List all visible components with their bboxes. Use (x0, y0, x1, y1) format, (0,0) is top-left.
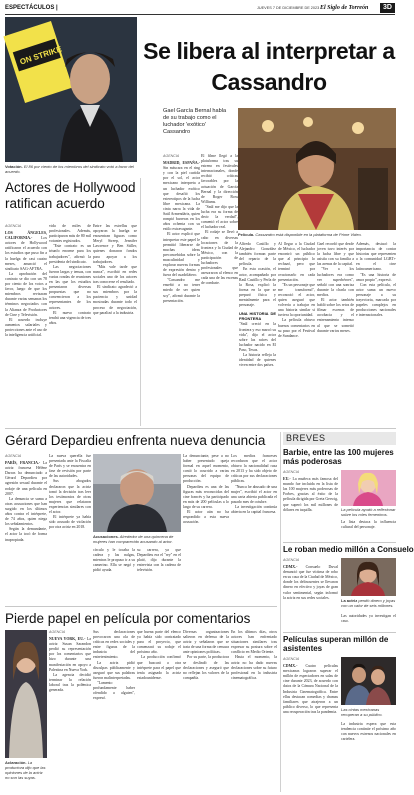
depardieu-caption-bold: Acusaciones. (93, 534, 119, 539)
actress-photo (5, 630, 47, 758)
actress-photo-illustration (5, 630, 47, 758)
brief2-dateline: CDMX.- (283, 565, 298, 570)
story1-headline: Se libera al interpretar a Cassandro (143, 38, 395, 95)
story3-column-5: La denunciante, pese a no haber presentado queja formal en aquel momento, contó lo ocurrido a varias personas del equipo de producción. Depardieu es una de las figuras más reconocidas del cine francés y ha participado en más de 200 películas a lo largo de su carrera. El actor aún no ha respondido a esta nueva acusación. (183, 454, 229, 525)
story4-column-5: En los últimos días, otros actores han enfrentado situaciones similares tras expresar su postura sobre el conflicto en Medio Oriente. Hasta el momento, la actriz no ha dado nuevas declaraciones sobre su futuro profesional en la industria cinematográfica. (231, 630, 277, 680)
gael-caption-text: El 86 por ciento de los miembros del sindicato votó a favor del acuerdo. (5, 164, 134, 174)
brief3-column-2: La industria espera que esta tendencia continúe el próximo año con nuevos estrenos nacionales en cartelera. (341, 722, 396, 742)
cassandro-caption-bold: Película. (238, 232, 255, 237)
actress-photo-caption (5, 760, 47, 792)
story3-column-3: círculo y le tocaba la cadera y las nalgas, mientras le propuso ir a su camerino. Ella se negó y pidió ayuda. (93, 548, 135, 573)
page-number: 3D (380, 3, 395, 13)
story4-headline: Pierde papel en película por comentarios (5, 611, 251, 626)
brief1-credit: AGENCIA (283, 470, 300, 474)
story2-dateline: LOS ÁNGELES, CALIFORNIA.- (5, 231, 47, 241)
brief1-headline: Barbie, entre las 100 mujeres más poderosas (283, 448, 394, 466)
brief3-dateline: CDMX.- (283, 664, 298, 669)
story1-column-4: Al llegar a la Ciudad de México, el luchador encontró un público que al principio lo rechazó, pero que terminó por ovacionarlo en cada presentación. "Es un personaje que me transformó", reconoció el actor, quien aseguró que volvería a trabajar en una historia similar si tuviera la oportunidad. La película obtuvo buenos comentarios en su paso por el Festival de Sundance. (278, 242, 315, 338)
cassandro-photo-caption (238, 232, 396, 239)
actress-caption-bold: Aclaración. (5, 760, 27, 765)
story1-credit: AGENCIA (163, 154, 180, 158)
story3-dateline: PARÍS, FRANCIA.- (5, 461, 41, 466)
cassandro-photo-illustration (238, 108, 396, 230)
story4-column-2: Sus declaraciones provocaron una ola de críticas en redes sociales y entre figuras de la industria del entretenimiento. La actriz pidió disculpas públicamente y aseguró que sus palabras fueron malinterpretadas. "Lamento profundamente haber ofendido a alguien", expresó. (93, 630, 135, 701)
brief1-column-2: La lista destaca la influencia cultural del personaje. (341, 520, 396, 530)
story1-column-3: Alfredo Castillo y Alejandro González también forman parte del reparto de la película. En esta ocasión, el actor, acompañado por Raúl Castillo y Perla de la Rosa, explicó la forma en la que se preparó física y mentalmente para el personaje. UNA HISTORIA DE FRONTERA "Saúl creció en la frontera y eso marcó su vida", dijo el actor sobre las raíces del luchador nacido en El Paso, Texas. La historia refleja la identidad de quienes viven entre dos países. (239, 242, 276, 368)
depardieu-photo-illustration (93, 454, 181, 532)
consuelo-caption-text: perdió dinero y joyas con un valor de seis millones. (341, 598, 396, 608)
story2-column-1: AGENCIA LOS ÁNGELES, CALIFORNIA.- Los actores de Hollywood ratificaron el acuerdo con los estudios que puso fin a la huelga de casi cuatro meses, anunció el sindicato SAG-AFTRA. La aprobación del contrato se dio con un 78 por ciento de los votos a favor, luego de que los miembros revisaran durante varias semanas los términos negociados con la Alianza de Productores de Cine y Televisión. El acuerdo incluye aumentos salariales y protecciones ante el uso de la inteligencia artificial. (5, 224, 47, 337)
brief2-column-1: AGENCIA CDMX.- Consuelo Duval denunció que fue víctima de robo en su casa de la Ciudad de México, donde los delincuentes se llevaron dinero en efectivo y joyas de gran valor sentimental, según informó la actriz en sus redes sociales. (283, 558, 338, 600)
story2-column-3: Entre las estrellas que apoyaron la huelga se encuentran figuras como Meryl Streep, Jennifer Lawrence y Ben Stiller, quienes donaron fondos para apoyar a los trabajadores. "Más vale tarde que nunca", escribió en redes sociales uno de los actores tras conocerse el resultado. El sindicato agradeció a sus miembros por la paciencia y unidad mostradas durante todo el proceso de negociación, que paralizó a la industria. (93, 224, 137, 315)
depardieu-caption-text: Alrededor de una quincena de mujeres han comparecido acusando al actor. (93, 534, 174, 544)
story4-credit: AGENCIA (49, 630, 66, 634)
gael-photo-caption (5, 164, 137, 176)
story3-column-4: su carrera, ya que Depardieu era el "rey" en el plató, dijo durante la entrevista con la cadena de televisión. (137, 548, 181, 573)
brief2-column-2: Las autoridades ya investigan el caso. (341, 614, 396, 624)
strike-sign-text: ON STRIKE (18, 44, 63, 67)
gael-caption-bold: Votación. (5, 164, 23, 169)
story2-credit: AGENCIA (5, 224, 22, 228)
story1-column-1: AGENCIA MADRID, ESPAÑA.- Sin máscara en el ring y con la piel curtida por el sol, el actor mexicano interpreta a un luchador exótico que desafió los estereotipos de la lucha libre mexicana. La cinta narra la vida de Saúl Armendáriz, quien rompió barreras en los años ochenta con su estilo extravagante. El actor explicó que interpretar este papel le permitió liberarse de muchas ideas preconcebidas sobre la masculinidad y explorar nuevas formas de expresión dentro y fuera del cuadrilátero. "Cassandro me enseñó a no tener miedo de ser quien soy", afirmó durante la presentación. (163, 154, 200, 303)
barbie-photo-caption: La película ayudó a reflexionar sobre los roles femeninos. (341, 507, 396, 517)
brief3-headline: Películas superan millón de asistentes (283, 635, 389, 653)
story1-column-6: Además, destacó la importancia de contar historias que representen a la comunidad LGBT+ en el cine latinoamericano. "Es una historia de amor propio", expresó. Con esta película, el actor suma un nuevo personaje a su trayectoria, marcada por papeles complejos en producciones nacionales e internacionales. (356, 242, 396, 318)
gael-photo (5, 17, 137, 162)
story3-headline: Gérard Depardieu enfrenta nueva denuncia (5, 433, 266, 448)
story1-subhead: Gael García Bernal habla de su trabajo como el luchador 'exótico' Cassandro (163, 108, 227, 135)
masthead-logo: El Siglo de Torreón (320, 4, 369, 11)
story3-credit: AGENCIA (5, 454, 22, 458)
barbie-photo (341, 470, 396, 506)
cassandro-photo (238, 108, 396, 230)
briefs-label: BREVES (283, 432, 396, 445)
consuelo-caption-bold: La actriz (341, 598, 358, 603)
story1-crosshead: UNA HISTORIA DE FRONTERA (239, 311, 276, 322)
section-label: ESPECTÁCULOS | (5, 5, 58, 11)
depardieu-photo-caption (93, 534, 181, 546)
brief2-credit: AGENCIA (283, 558, 300, 562)
consuelo-photo-illustration (341, 558, 396, 596)
consuelo-photo-caption (341, 598, 396, 612)
brief1-dateline: EU.- (283, 477, 291, 482)
story3-column-1: AGENCIA PARÍS, FRANCIA.- La actriz francesa Hélène Darras ha denunciado a Gérard Depardieu por agresión sexual durante el rodaje de una película en 2007. La denuncia se suma a otras acusaciones que han surgido en los últimos años contra el intérprete, de 74 años, quien niega los señalamientos. Según la demandante, el actor la tocó de forma inapropiada. (5, 454, 47, 542)
barbie-photo-illustration (341, 470, 396, 506)
story4-column-3: que buena parte del elenco ya había sido contratado para el proyecto, que comenzará su rodaje el próximo año. La producción confirmó que buscará a otra intérprete para el papel que tenía asignado la actriz estadounidense. (137, 630, 181, 680)
story2-headline: Actores de Hollywood ratifican acuerdo (5, 180, 136, 211)
story1-column-5: Gael recordó que desde joven tuvo interés por la lucha libre y que asistía con su familia a las arenas de la capital. "Ver a los luchadores era como ver superhéroes", señaló con una sonrisa durante la charla con medios. El actor también habló sobre los retos de filmar escenas de acrobacia y el entrenamiento intenso al que se sometió durante varios meses. (317, 242, 354, 333)
brief3-column-1: AGENCIA CDMX.- Cuatro películas mexicanas lograron superar el millón de espectadores en salas de cine durante 2023, de acuerdo con datos de la Cámara Nacional de la Industria Cinematográfica. Entre ellas destacan comedias y dramas familiares que atrajeron a un público diverso, lo que representa una recuperación tras la pandemia. (283, 657, 338, 714)
brief3-credit: AGENCIA (283, 657, 300, 661)
depardieu-photo (93, 454, 181, 532)
cinema-photo-illustration (341, 657, 396, 705)
story3-column-6: Los medios franceses recordaron que el actor obtuvo la nacionalidad rusa en 2013 y ha sido objeto de críticas por sus declaraciones públicas. "Nunca he abusado de una mujer", escribió el actor en una carta abierta publicada el pasado mes de octubre. La investigación continúa abierta en la capital francesa. (231, 454, 277, 515)
actress-caption-text: La productora dijo que las opiniones de la actriz no son las suyas. (5, 760, 46, 780)
story2-column-2: vida de miles de profesionales. Además, participaron más de 80 mil votantes registrados. "Este contrato es un triunfo enorme para los trabajadores", afirmó la presidenta del sindicato. Las negociaciones fueron largas y tensas, con varias rondas de reuniones en las que los estudios presentaron diversas propuestas que no convencieron a los representantes de los actores. El nuevo contrato tendrá una vigencia de tres años. (49, 224, 91, 325)
issue-date: JUEVES 7 DE DICIEMBRE DE 2023 (257, 6, 320, 10)
cinema-photo (341, 657, 396, 705)
cinema-photo-caption: Las cintas mexicanas recuperan a su público. (341, 707, 383, 717)
brief2-headline: Le roban medio millón a Consuelo (283, 545, 414, 554)
story4-column-4: Diversas organizaciones salieron en defensa de la actriz y señalaron que se trata de una forma de censura ante opiniones políticas. Por su parte, la productora se deslindó de las declaraciones y aseguró que no reflejan los valores de la compañía. (183, 630, 229, 680)
page-header (5, 3, 395, 15)
story1-column-2: El filme llegó a la plataforma tras su estreno en festivales internacionales, donde recibió críticas favorables por la actuación de García Bernal y la dirección de Roger Ross Williams. "Saúl me dijo que la lucha era su forma de decir la verdad", comentó el actor sobre el luchador real. El rodaje se llevó a cabo en diversas locaciones de la frontera y la Ciudad de México, con la participación de luchadores profesionales que asesoraron al elenco en cada una de las escenas de combate. (201, 154, 238, 286)
story4-column-1: AGENCIA NUEVA YORK, EU.- La actriz Susan Sarandon perdió su representación por los comentarios que hizo durante una manifestación en apoyo a Palestina en Nueva York. La agencia decidió terminar la relación laboral tras la polémica generada. (49, 630, 91, 693)
cassandro-caption-text: Cassandro está disponible en la plataforma de Prime Video. (254, 232, 362, 237)
story4-dateline: NUEVA YORK, EU.- (49, 637, 86, 642)
consuelo-photo (341, 558, 396, 596)
gael-photo-illustration (5, 17, 137, 162)
brief1-column-1: AGENCIA EU.- La muñeca más famosa del mundo fue incluida en la lista de las 100 mujeres más poderosas de Forbes, gracias al éxito de la película dirigida por Greta Gerwig, que superó los mil millones de dólares en taquilla. (283, 470, 338, 512)
story3-column-2: La nueva querella fue presentada ante la Fiscalía de París y se encuentra en fase de revisión por parte de las autoridades. Sus abogados declararon que la actriz tomó la decisión tras leer los testimonios de otras mujeres que relataron experiencias similares con el actor. El intérprete ya había sido acusado de violación por otra actriz en 2018. (49, 454, 91, 530)
